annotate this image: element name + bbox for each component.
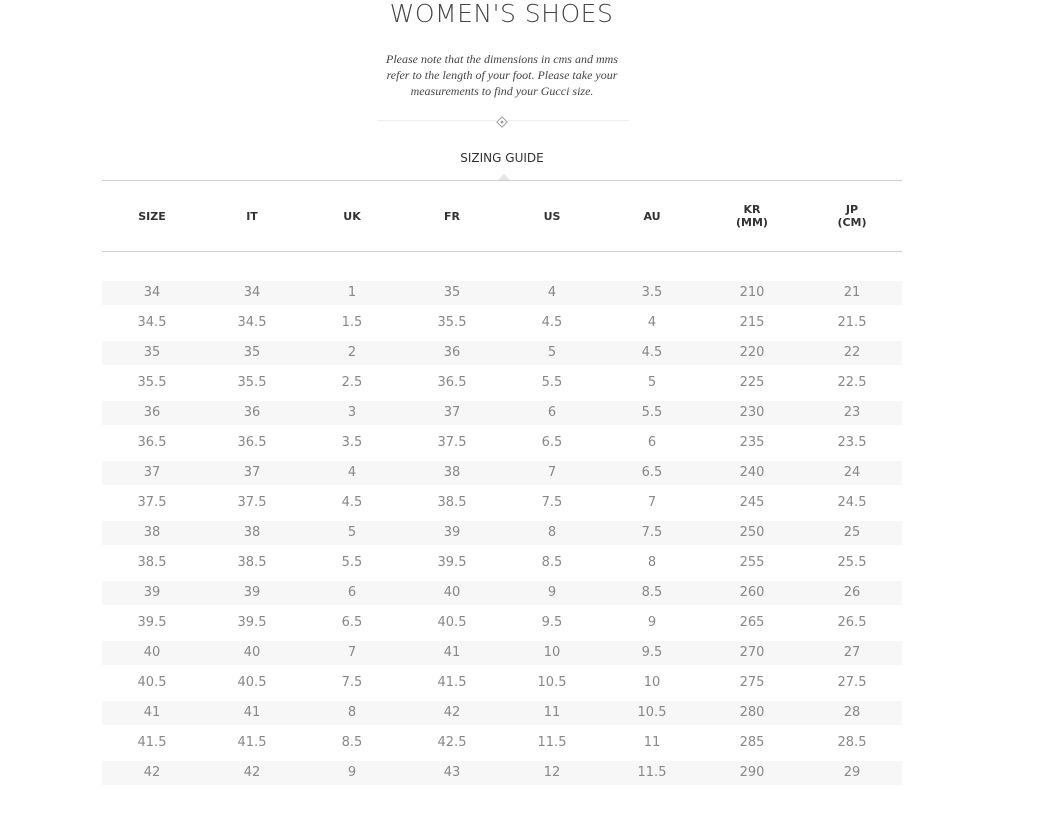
table-cell-jp: 27 — [802, 641, 902, 665]
table-cell-uk: 5 — [302, 521, 402, 545]
table-cell-kr: 265 — [739, 615, 765, 630]
table-cell-size: 39 — [102, 581, 202, 605]
table-row — [102, 341, 902, 371]
table-cell-fr: 39.5 — [437, 555, 467, 570]
size-table-header — [102, 181, 902, 252]
table-row — [102, 641, 902, 671]
table-cell-it: 42 — [202, 761, 302, 785]
table-cell-kr: 220 — [702, 341, 802, 365]
table-cell-au: 9.5 — [602, 641, 702, 665]
table-cell-au: 7 — [647, 495, 657, 510]
table-cell-size: 37.5 — [137, 495, 167, 510]
table-cell-kr: 230 — [702, 401, 802, 425]
table-cell-fr: 37 — [402, 401, 502, 425]
table-cell-au: 10.5 — [602, 701, 702, 725]
table-cell-jp: 26 — [802, 581, 902, 605]
table-cell-size: 37 — [102, 461, 202, 485]
size-note-line: measurements to find your Gucci size. — [410, 84, 594, 98]
table-cell-au: 5.5 — [602, 401, 702, 425]
table-row — [102, 611, 902, 641]
table-cell-au: 5 — [647, 375, 657, 390]
column-header-uk: UK — [343, 209, 361, 223]
table-cell-size: 41.5 — [137, 735, 167, 750]
table-cell-us: 5.5 — [541, 375, 563, 390]
table-row — [102, 491, 902, 521]
table-cell-uk: 3.5 — [341, 435, 363, 450]
table-cell-us: 10 — [502, 641, 602, 665]
table-row — [102, 671, 902, 701]
table-cell-it: 41 — [202, 701, 302, 725]
table-cell-jp: 28.5 — [837, 735, 867, 750]
table-cell-size: 40.5 — [137, 675, 167, 690]
sizing-guide-label: SIZING GUIDE — [460, 151, 544, 165]
table-cell-size: 36.5 — [137, 435, 167, 450]
table-cell-uk: 1.5 — [341, 315, 363, 330]
table-cell-it: 36.5 — [237, 435, 267, 450]
table-cell-size: 34 — [102, 281, 202, 305]
table-cell-us: 7.5 — [541, 495, 563, 510]
table-cell-kr: 260 — [702, 581, 802, 605]
table-cell-jp: 28 — [802, 701, 902, 725]
table-row — [102, 521, 902, 551]
table-cell-it: 37 — [202, 461, 302, 485]
table-cell-fr: 39 — [402, 521, 502, 545]
table-cell-jp: 25 — [802, 521, 902, 545]
table-cell-kr: 215 — [739, 315, 765, 330]
size-note — [377, 51, 627, 99]
table-cell-us: 4 — [502, 281, 602, 305]
table-cell-size: 36 — [102, 401, 202, 425]
table-cell-jp: 29 — [802, 761, 902, 785]
table-cell-kr: 225 — [739, 375, 765, 390]
table-cell-fr: 35 — [402, 281, 502, 305]
table-cell-it: 35 — [202, 341, 302, 365]
table-cell-us: 11 — [502, 701, 602, 725]
table-cell-kr: 270 — [702, 641, 802, 665]
table-cell-fr: 36 — [402, 341, 502, 365]
table-cell-kr: 285 — [739, 735, 765, 750]
table-cell-au: 4 — [647, 315, 657, 330]
table-cell-fr: 36.5 — [437, 375, 467, 390]
table-cell-size: 41 — [102, 701, 202, 725]
table-cell-it: 38.5 — [237, 555, 267, 570]
table-cell-it: 39 — [202, 581, 302, 605]
table-row — [102, 731, 902, 761]
table-cell-it: 40 — [202, 641, 302, 665]
table-row — [102, 461, 902, 491]
table-cell-it: 40.5 — [237, 675, 267, 690]
table-cell-it: 34 — [202, 281, 302, 305]
table-cell-jp: 26.5 — [837, 615, 867, 630]
table-row — [102, 761, 902, 791]
column-header-jp: JP (CM) — [837, 203, 867, 229]
table-cell-au: 4.5 — [602, 341, 702, 365]
table-cell-uk: 4 — [302, 461, 402, 485]
table-cell-us: 10.5 — [537, 675, 567, 690]
column-header-us: US — [543, 209, 561, 223]
table-cell-uk: 6.5 — [341, 615, 363, 630]
table-cell-kr: 255 — [739, 555, 765, 570]
size-note-line: refer to the length of your foot. Please take your — [386, 68, 618, 82]
diamond-ornament-icon — [496, 115, 508, 127]
table-cell-us: 11.5 — [537, 735, 567, 750]
column-header-size: SIZE — [138, 209, 166, 223]
column-header-fr: FR — [444, 209, 460, 223]
table-cell-au: 6.5 — [602, 461, 702, 485]
table-cell-au: 8.5 — [602, 581, 702, 605]
page-title: WOMEN'S SHOES — [389, 0, 614, 28]
table-cell-au: 3.5 — [602, 281, 702, 305]
table-cell-size: 42 — [102, 761, 202, 785]
table-cell-it: 39.5 — [237, 615, 267, 630]
table-cell-kr: 250 — [702, 521, 802, 545]
table-cell-jp: 23 — [802, 401, 902, 425]
table-cell-jp: 22.5 — [837, 375, 867, 390]
table-cell-jp: 24 — [802, 461, 902, 485]
table-cell-kr: 245 — [739, 495, 765, 510]
size-note-line: Please note that the dimensions in cms and mms — [386, 52, 618, 66]
table-cell-fr: 38 — [402, 461, 502, 485]
column-header-kr: KR (MM) — [736, 203, 768, 229]
table-cell-kr: 290 — [702, 761, 802, 785]
table-cell-uk: 7 — [302, 641, 402, 665]
table-cell-uk: 7.5 — [341, 675, 363, 690]
table-cell-size: 38 — [102, 521, 202, 545]
table-cell-size: 35 — [102, 341, 202, 365]
table-cell-kr: 235 — [739, 435, 765, 450]
table-cell-size: 40 — [102, 641, 202, 665]
table-row — [102, 701, 902, 731]
table-cell-kr: 275 — [739, 675, 765, 690]
table-cell-au: 6 — [647, 435, 657, 450]
column-header-au: AU — [643, 209, 661, 223]
table-cell-fr: 41 — [402, 641, 502, 665]
table-row — [102, 551, 902, 581]
table-cell-fr: 42 — [402, 701, 502, 725]
table-cell-it: 37.5 — [237, 495, 267, 510]
table-cell-it: 41.5 — [237, 735, 267, 750]
table-cell-fr: 42.5 — [437, 735, 467, 750]
table-cell-kr: 210 — [702, 281, 802, 305]
table-cell-au: 9 — [647, 615, 657, 630]
table-cell-kr: 240 — [702, 461, 802, 485]
table-row — [102, 431, 902, 461]
table-cell-it: 38 — [202, 521, 302, 545]
table-cell-it: 35.5 — [237, 375, 267, 390]
table-cell-au: 11 — [643, 735, 661, 750]
table-row — [102, 401, 902, 431]
table-cell-fr: 40.5 — [437, 615, 467, 630]
table-row — [102, 581, 902, 611]
table-cell-jp: 25.5 — [837, 555, 867, 570]
table-cell-us: 6.5 — [541, 435, 563, 450]
table-cell-jp: 24.5 — [837, 495, 867, 510]
table-cell-us: 6 — [502, 401, 602, 425]
table-cell-size: 34.5 — [137, 315, 167, 330]
table-cell-jp: 27.5 — [837, 675, 867, 690]
table-cell-uk: 4.5 — [341, 495, 363, 510]
table-cell-au: 11.5 — [602, 761, 702, 785]
table-cell-size: 38.5 — [137, 555, 167, 570]
table-cell-us: 12 — [502, 761, 602, 785]
table-cell-fr: 40 — [402, 581, 502, 605]
ornament-divider — [377, 113, 629, 129]
table-cell-uk: 8.5 — [341, 735, 363, 750]
table-cell-kr: 280 — [702, 701, 802, 725]
table-cell-uk: 3 — [302, 401, 402, 425]
table-cell-jp: 21 — [802, 281, 902, 305]
table-cell-fr: 37.5 — [437, 435, 467, 450]
table-cell-us: 8 — [502, 521, 602, 545]
table-cell-au: 7.5 — [602, 521, 702, 545]
table-cell-jp: 23.5 — [837, 435, 867, 450]
table-cell-us: 8.5 — [541, 555, 563, 570]
table-cell-jp: 22 — [802, 341, 902, 365]
table-cell-au: 8 — [647, 555, 657, 570]
table-row — [102, 371, 902, 401]
table-row — [102, 281, 902, 311]
table-cell-jp: 21.5 — [837, 315, 867, 330]
table-cell-uk: 1 — [302, 281, 402, 305]
table-cell-us: 7 — [502, 461, 602, 485]
table-cell-fr: 38.5 — [437, 495, 467, 510]
table-cell-fr: 35.5 — [437, 315, 467, 330]
table-cell-uk: 2.5 — [341, 375, 363, 390]
table-cell-us: 4.5 — [541, 315, 563, 330]
column-header-it: IT — [246, 209, 258, 223]
table-cell-size: 39.5 — [137, 615, 167, 630]
table-cell-fr: 41.5 — [437, 675, 467, 690]
table-cell-size: 35.5 — [137, 375, 167, 390]
table-cell-uk: 5.5 — [341, 555, 363, 570]
table-cell-us: 9 — [502, 581, 602, 605]
table-cell-us: 9.5 — [541, 615, 563, 630]
table-cell-uk: 9 — [302, 761, 402, 785]
table-cell-it: 34.5 — [237, 315, 267, 330]
table-cell-uk: 2 — [302, 341, 402, 365]
table-cell-it: 36 — [202, 401, 302, 425]
table-row — [102, 311, 902, 341]
table-cell-us: 5 — [502, 341, 602, 365]
table-cell-uk: 6 — [302, 581, 402, 605]
size-table-body — [102, 281, 902, 791]
table-cell-fr: 43 — [402, 761, 502, 785]
table-cell-au: 10 — [643, 675, 661, 690]
table-cell-uk: 8 — [302, 701, 402, 725]
